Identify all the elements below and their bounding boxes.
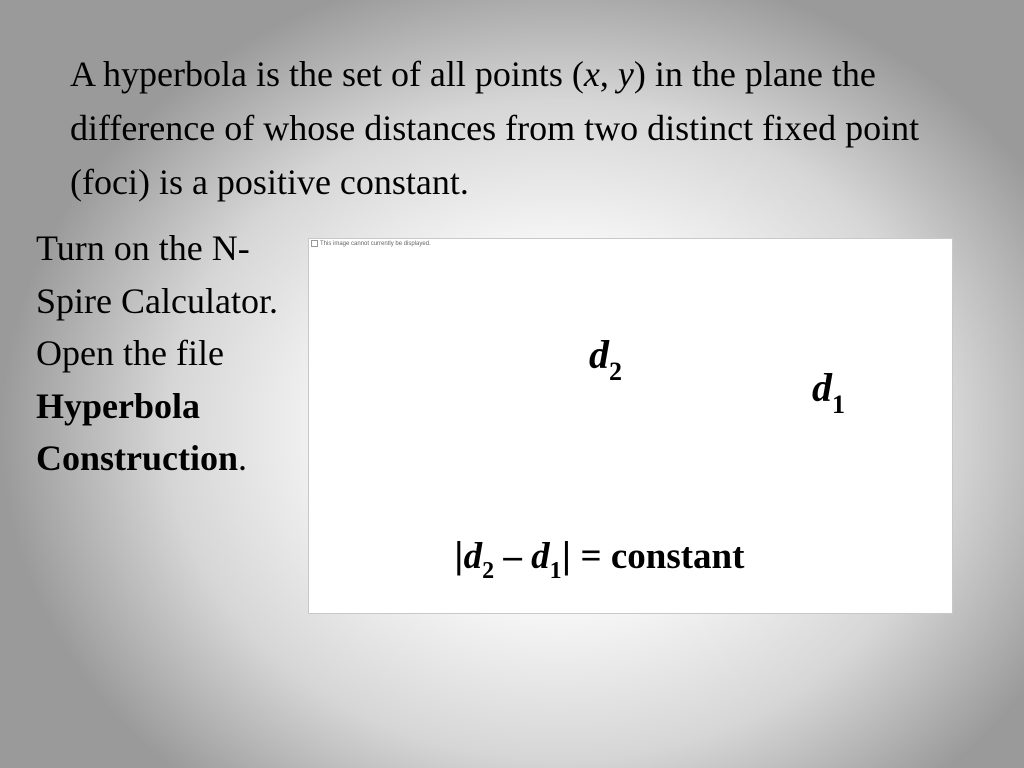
instructions (36, 222, 316, 485)
difference-equation (454, 535, 745, 584)
missing-image-text: This image cannot currently be displayed. (320, 241, 431, 248)
abs-bar-left: | (454, 535, 464, 576)
definition-text-end: ) in the plane the difference of whose distances from two distinct fixed point (foci) is a positive constant. (70, 54, 920, 202)
variable-x: x (583, 54, 600, 94)
hyperbola-figure (308, 238, 953, 614)
instruction-open-file: Open the file (36, 333, 224, 373)
variable-y: y (617, 54, 634, 94)
eq-d2-letter: d (463, 536, 483, 577)
abs-bar-right: | (561, 535, 572, 576)
broken-image-icon (311, 240, 318, 247)
label-d2-subscript: 2 (609, 357, 622, 386)
instruction-turn-on: Turn on the N-Spire Calculator. (36, 228, 278, 321)
label-d2 (589, 332, 622, 386)
filename-hyperbola: Hyperbola (36, 385, 201, 426)
label-d1-letter: d (812, 365, 832, 410)
eq-d1-letter: d (531, 536, 550, 577)
filename-construction: Construction (36, 438, 239, 478)
hyperbola-definition (70, 47, 990, 209)
label-d1 (812, 365, 845, 419)
missing-image-placeholder (311, 240, 431, 248)
label-d2-letter: d (589, 332, 609, 377)
eq-constant: = constant (571, 536, 745, 577)
label-d1-subscript: 1 (832, 390, 845, 419)
eq-d2-subscript: 2 (482, 558, 495, 584)
definition-text-start: A hyperbola is the set of all points ( (70, 54, 584, 94)
instruction-period: . (238, 438, 248, 478)
eq-d1-subscript: 1 (549, 558, 562, 584)
eq-minus: – (494, 536, 532, 577)
definition-comma: , (599, 54, 618, 94)
